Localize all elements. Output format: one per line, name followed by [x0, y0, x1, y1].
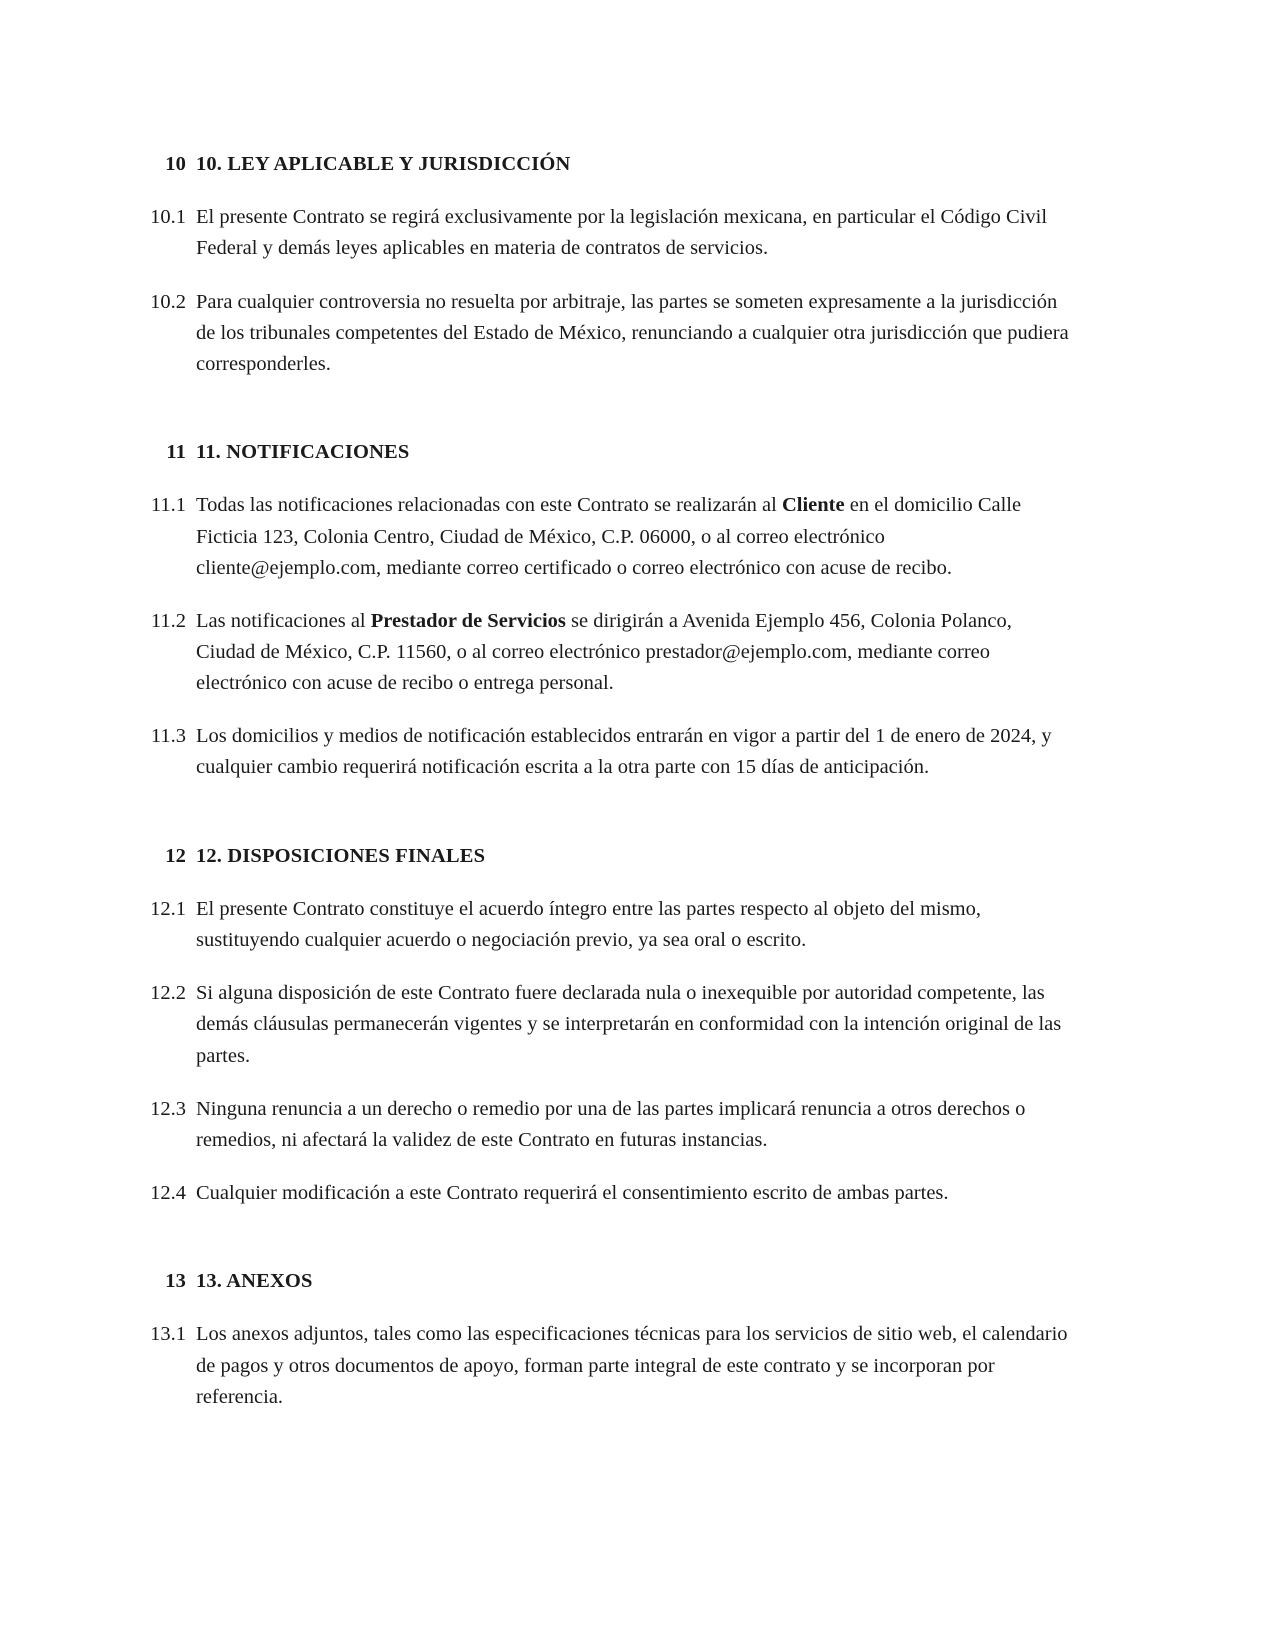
clause-text: Si alguna disposición de este Contrato fuere declarada nula o inexequible por autoridad competente, las demás cláusulas permanecerán vigentes y se interpretarán en conformidad con la intención original de las partes.: [196, 982, 1062, 1067]
clause-text-part: en el domicilio Calle Ficticia 123, Colonia Centro, Ciudad de México, C.P. 06000, o al correo electrónico cliente@ejemplo.com, mediante correo certificado o correo electrónico con acuse de recibo.: [196, 494, 1022, 579]
document-body: [133, 150, 1075, 1413]
clause-bold-term: Cliente: [781, 494, 845, 517]
clause-text: El presente Contrato se regirá exclusivamente por la legislación mexicana, en particular el Código Civil Federal y demás leyes aplicables en materia de contratos de servicios.: [196, 206, 1048, 260]
section-number: 13: [165, 1270, 186, 1293]
section-number: 12: [165, 844, 186, 867]
clause-number: 10.1: [150, 206, 186, 229]
section-number: 11: [166, 441, 186, 464]
section-number: 10: [165, 153, 186, 175]
clause-row: [133, 1319, 1075, 1412]
clause-text: Ninguna renuncia a un derecho o remedio por una de las partes implicará renuncia a otros derechos o remedios, ni afectará la validez de este Contrato en futuras instancias.: [196, 1097, 1026, 1151]
clause-row: [133, 490, 1075, 583]
clause-number: 12.3: [150, 1097, 186, 1120]
clause-row: [133, 1178, 1075, 1209]
clause-number: 10.2: [150, 290, 186, 313]
clause-row: [133, 202, 1075, 264]
clause-number: 12.4: [150, 1181, 186, 1204]
clause-number: 11.3: [150, 725, 186, 748]
clause-text: Los domicilios y medios de notificación establecidos entrarán en vigor a partir del 1 de enero de 2024, y cualquier cambio requerirá notificación escrita a la otra parte con 15 días de anticipación.: [196, 725, 1052, 779]
clause-number: 11.1: [150, 494, 186, 517]
clause-text: Para cualquier controversia no resuelta por arbitraje, las partes se someten expresamente a la jurisdicción de los tribunales competentes del Estado de México, renunciando a cualquier otra jurisdicción que pudiera corresponderles.: [196, 290, 1069, 375]
section-10: [133, 150, 1075, 380]
clause-row: [133, 894, 1075, 956]
clause-row: [133, 978, 1075, 1071]
clause-row: [133, 287, 1075, 380]
clause-text-part: se dirigirán a Avenida Ejemplo 456, Colonia Polanco, Ciudad de México, C.P. 11560, o al correo electrónico prestador@ejemplo.com, mediante correo electrónico con acuse de recibo o entrega personal.: [196, 609, 1012, 695]
clause-text-part: Todas las notificaciones relacionadas con este Contrato se realizarán al: [196, 494, 782, 517]
clause-number: 12.1: [150, 897, 186, 920]
section-title: 13. ANEXOS: [196, 1270, 313, 1293]
clause-text: Cualquier modificación a este Contrato requerirá el consentimiento escrito de ambas partes.: [196, 1181, 949, 1204]
clause-row: [133, 721, 1075, 783]
section-heading: [133, 438, 1075, 466]
section-title: 12. DISPOSICIONES FINALES: [196, 844, 486, 867]
section-13: [133, 1267, 1075, 1413]
section-12: [133, 842, 1075, 1210]
clause-bold-term: Prestador de Servicios: [370, 609, 566, 632]
clause-text: [196, 490, 1075, 583]
clause-number: 12.2: [150, 982, 186, 1005]
clause-row: [133, 1094, 1075, 1156]
clause-text-part: Las notificaciones al: [196, 609, 371, 632]
clause-number: 11.2: [150, 609, 186, 632]
section-11: [133, 438, 1075, 784]
section-title: 11. NOTIFICACIONES: [196, 441, 410, 464]
clause-text: El presente Contrato constituye el acuerdo íntegro entre las partes respecto al objeto del mismo, sustituyendo cualquier acuerdo o negociación previo, ya sea oral o escrito.: [196, 897, 982, 952]
clause-text: [196, 606, 1075, 699]
section-heading: [133, 1267, 1075, 1295]
section-heading: [133, 150, 1075, 178]
clause-text: Los anexos adjuntos, tales como las especificaciones técnicas para los servicios de sitio web, el calendario de pagos y otros documentos de apoyo, forman parte integral de este contrato y se incorporan por referencia.: [196, 1323, 1068, 1408]
section-heading: [133, 842, 1075, 870]
section-title: 10. LEY APLICABLE Y JURISDICCIÓN: [196, 153, 571, 175]
clause-row: [133, 606, 1075, 699]
clause-number: 13.1: [150, 1323, 186, 1346]
